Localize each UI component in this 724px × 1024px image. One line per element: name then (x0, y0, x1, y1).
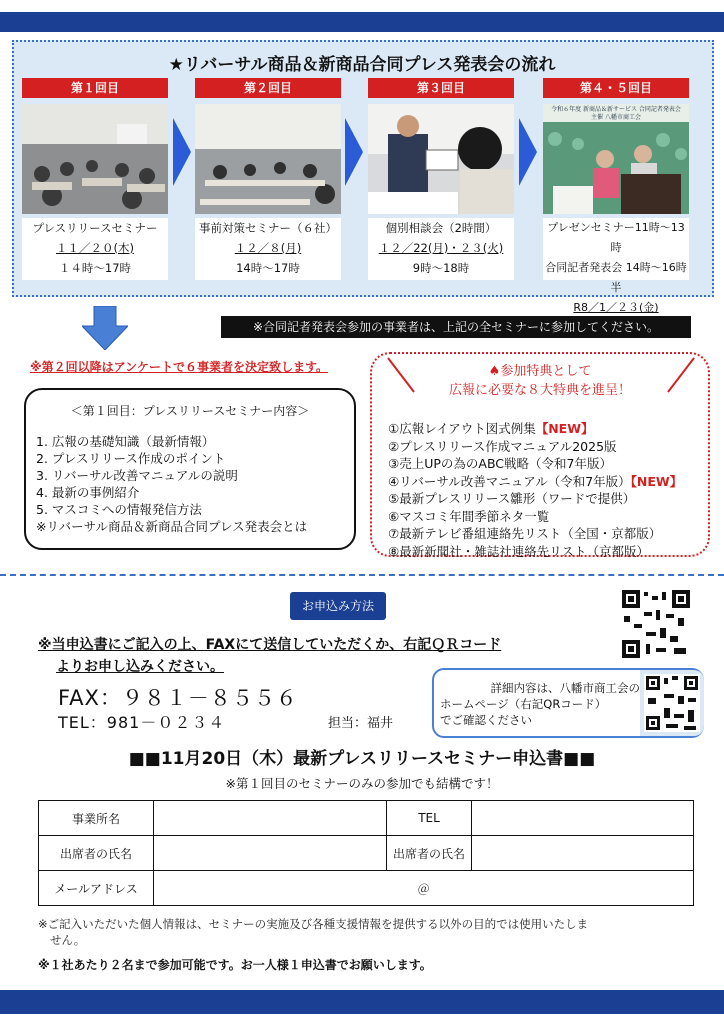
email-field[interactable]: ＠ (154, 871, 694, 906)
seminar-list (36, 433, 354, 535)
list-item: ①広報レイアウト図式例集【NEW】 (388, 421, 594, 436)
apply-method-label: お申込み方法 (290, 592, 386, 620)
attendee-name-label-2: 出席者の氏名 (387, 836, 472, 871)
step-badge: 第３回目 (368, 78, 514, 98)
application-form (38, 800, 694, 906)
email-label: メールアドレス (39, 871, 154, 906)
tel-number: TEL：981－０２３４ (58, 713, 226, 732)
arrow-down-icon (82, 306, 128, 350)
contact-person: 担当：福井 (328, 716, 394, 731)
apply-instruction-2: よりお申し込みください。 (56, 659, 224, 675)
detail-text: 詳細内容は、八幡市商工会の ホームページ（右記QRコード） でご確認ください (440, 681, 640, 727)
detail-box (432, 668, 704, 738)
list-item: ⑦最新テレビ番組連絡先リスト（全国・京都版） (388, 526, 662, 541)
list-item: ③売上UPの為のABC戦略（令和7年版） (388, 456, 612, 471)
step-1 (22, 78, 168, 280)
bonus-list (388, 420, 708, 560)
list-item: 2. プレスリリース作成のポイント (36, 451, 226, 466)
fax-number: FAX：９８１－８５５６ (58, 686, 298, 710)
top-bar (0, 12, 724, 32)
list-item: 4. 最新の事例紹介 (36, 485, 140, 500)
step-info: 個別相談会（2時間） １２／22(月)・２３(火) 9時～18時 (368, 218, 514, 280)
step-2 (195, 78, 341, 280)
seminar-photo (22, 104, 168, 214)
list-item: ②プレスリリース作成マニュアル2025版 (388, 438, 617, 454)
table-row (39, 871, 694, 906)
form-subtitle: ※第１回目のセミナーのみの参加でも結構です！ (225, 776, 499, 791)
tel-label: TEL (387, 801, 472, 836)
attendee-name-label: 出席者の氏名 (39, 836, 154, 871)
qr-code-icon[interactable] (644, 674, 700, 732)
bonus-subheading: 広報に必要な８大特典を進呈！ (448, 383, 631, 398)
table-row (39, 801, 694, 836)
seminar-photo (195, 104, 341, 214)
list-item: ⑥マスコミ年間季節ネタ一覧 (388, 508, 550, 524)
tel-field[interactable] (472, 801, 694, 836)
step-info: プレゼンセミナー11時～13時 合同記者発表会 14時～16時半 R8／1／２３(金) (543, 218, 689, 280)
apply-instruction: ※当申込書にご記入の上、FAXにて送信していただくか、右記ＱＲコード (38, 637, 502, 653)
step-badge: 第２回目 (195, 78, 341, 98)
table-row (39, 836, 694, 871)
press-conference-photo (543, 104, 689, 214)
list-item: ④リバーサル改善マニュアル（令和7年版）【NEW】 (388, 473, 683, 489)
participation-limit: ※１社あたり２名まで参加可能です。お一人様１申込書でお願いします。 (38, 958, 432, 972)
step-badge: 第１回目 (22, 78, 168, 98)
list-item: 1. 広報の基礎知識（最新情報） (36, 434, 215, 449)
list-item: 3. リバーサル改善マニュアルの説明 (36, 468, 238, 483)
list-item: ※リバーサル商品＆新商品合同プレス発表会とは (36, 519, 308, 534)
chevron-right-icon (345, 118, 363, 186)
form-title: ■■11月20日（木）最新プレスリリースセミナー申込書■■ (128, 749, 596, 769)
attendee-name-field[interactable] (154, 836, 387, 871)
flow-title: ★リバーサル商品＆新商品合同プレス発表会の流れ (168, 55, 556, 75)
chevron-right-icon (519, 118, 537, 186)
bonus-heading: ♠参加特典として (488, 364, 592, 379)
banner-text: 令和６年度 新商品＆新サービス 合同記者発表会 主催 八幡市商工会 (551, 106, 681, 121)
decor-line-icon (386, 356, 416, 394)
step-badge: 第４・５回目 (543, 78, 689, 98)
decor-line-icon (666, 356, 696, 394)
attendee-name-field-2[interactable] (472, 836, 694, 871)
privacy-note: ※ご記入いただいた個人情報は、セミナーの実施及び各種支援情報を提供する以外の目的では使用いたしま せん。 (38, 917, 589, 947)
step-3 (368, 78, 514, 280)
list-item: 5. マスコミへの情報発信方法 (36, 502, 202, 517)
chevron-right-icon (173, 118, 191, 186)
bonus-box (370, 352, 710, 557)
seminar-title: ＜第１回目：プレスリリースセミナー内容＞ (70, 404, 310, 418)
step-info: 事前対策セミナー（６社） １２／８(月) 14時～17時 (195, 218, 341, 280)
list-item: ⑤最新プレスリリース雛形（ワードで提供） (388, 491, 636, 506)
consultation-photo (368, 104, 514, 214)
notice-all-seminars: ※合同記者発表会参加の事業者は、上記の全セミナーに参加してください。 (221, 316, 691, 338)
qr-code-icon[interactable] (620, 588, 692, 660)
survey-note: ※第２回以降はアンケートで６事業者を決定致します。 (30, 360, 328, 374)
list-item: ⑧最新新聞社・雑誌社連絡先リスト（京都版） (388, 543, 649, 559)
step-4 (543, 78, 689, 314)
seminar-content-box (24, 388, 356, 550)
business-name-label: 事業所名 (39, 801, 154, 836)
step-info: プレスリリースセミナー １１／２０(木) １４時～17時 (22, 218, 168, 280)
section-divider (0, 574, 724, 576)
business-name-field[interactable] (154, 801, 387, 836)
bottom-bar (0, 990, 724, 1014)
